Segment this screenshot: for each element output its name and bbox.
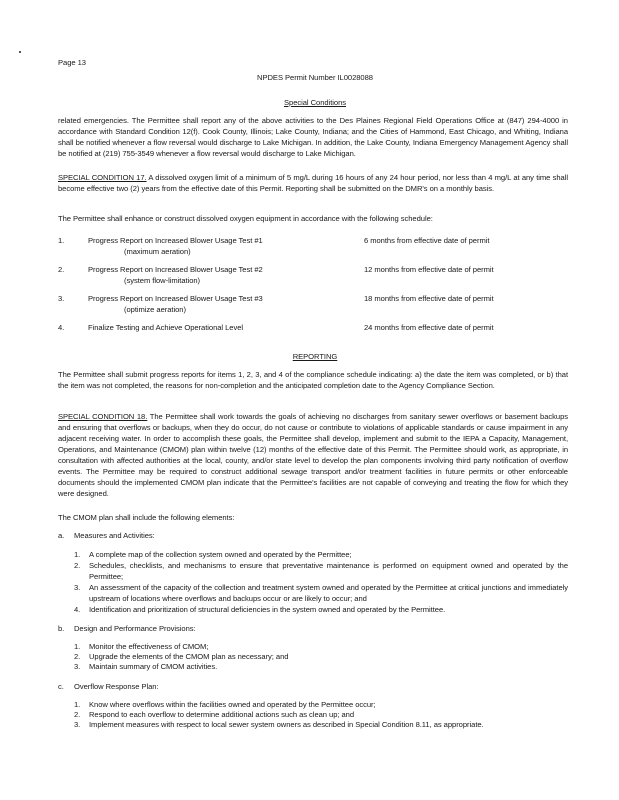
schedule-subtitle: (system flow-limitation) xyxy=(124,276,201,285)
schedule-description: Progress Report on Increased Blower Usage Test #3 xyxy=(88,294,263,303)
list-item: 3. Implement measures with respect to local sewer system owners as described in Special Condition 8.11, as appropriate. xyxy=(74,720,484,729)
section-title: Measures and Activities: xyxy=(74,531,155,540)
list-item: 3. An assessment of the capacity of the collection and treatment system owned and operated by the Permittee at critical junctions and immediately upstream of locations where overflows and backups occur or are likely to occur; and xyxy=(74,583,568,603)
schedule-subtitle: (maximum aeration) xyxy=(124,247,191,256)
schedule-due: 24 months from effective date of permit xyxy=(364,323,494,332)
scan-speck xyxy=(19,51,21,53)
special-condition-18 xyxy=(58,411,568,499)
list-item: 4. Identification and prioritization of structural deficiencies in the system owned and operated by the Permittee. xyxy=(74,605,446,614)
schedule-row xyxy=(58,322,568,334)
list-item: 1. Monitor the effectiveness of CMOM; xyxy=(74,642,209,651)
schedule-due: 6 months from effective date of permit xyxy=(364,236,490,245)
section-title: Overflow Response Plan: xyxy=(74,682,159,691)
list-item: 1. Know where overflows within the facilities owned and operated by the Permittee occur; xyxy=(74,700,376,709)
schedule-number: 2. xyxy=(58,265,65,274)
reporting-paragraph: The Permittee shall submit progress reports for items 1, 2, 3, and 4 of the compliance schedule indicating: a) the date the item was completed, or b) that the item was not completed, the reasons for non-completion and the anticipated completion date to the Agency Compliance Section. xyxy=(58,370,568,390)
intro-paragraph: related emergencies. The Permittee shall report any of the above activities to the Des Plaines Regional Field Operations Office at (847) 294-4000 in accordance with Standard Condition 12(f). Cook County, Illinois; Lake County, Indiana; and the Cities of Hammond, East Chicago, and Whiting, Indiana shall be notified whenever a flow reversal would discharge to Lake Michigan. In addition, the Lake County, Indiana Emergency Management Agency shall be notified at (219) 755-3549 whenever a flow reversal would discharge to Lake Michigan. xyxy=(58,116,568,158)
schedule-subtitle: (optimize aeration) xyxy=(124,305,186,314)
schedule-due: 12 months from effective date of permit xyxy=(364,265,494,274)
condition-17-label: SPECIAL CONDITION 17. xyxy=(58,173,147,182)
schedule-description: Finalize Testing and Achieve Operational Level xyxy=(88,323,244,332)
schedule-description: Progress Report on Increased Blower Usage Test #1 xyxy=(88,236,263,245)
schedule-row xyxy=(58,293,568,315)
page-number: Page 13 xyxy=(58,58,86,67)
cmom-intro: The CMOM plan shall include the following elements: xyxy=(58,513,235,522)
condition-18-label: SPECIAL CONDITION 18. xyxy=(58,412,148,421)
section-letter: a. xyxy=(58,531,65,540)
list-item: 2. Schedules, checklists, and mechanisms to ensure that preventative maintenance is performed on equipment owned and operated by the Permittee; xyxy=(74,561,568,581)
schedule-number: 1. xyxy=(58,236,65,245)
list-item: 3. Maintain summary of CMOM activities. xyxy=(74,662,218,671)
schedule-due: 18 months from effective date of permit xyxy=(364,294,494,303)
schedule-row xyxy=(58,264,568,286)
schedule-description: Progress Report on Increased Blower Usage Test #2 xyxy=(88,265,263,274)
section-title: Design and Performance Provisions: xyxy=(74,624,196,633)
section-letter: c. xyxy=(58,682,64,691)
condition-17-text: A dissolved oxygen limit of a minimum of 5 mg/L during 16 hours of any 24 hour period, nor less than 4 mg/L at any time shall become effective two (2) years from the effective date of this Permit. Reporting shall be submitted on the DMR's on a monthly basis. xyxy=(58,173,568,193)
section-letter: b. xyxy=(58,624,65,633)
reporting-heading: REPORTING xyxy=(292,352,338,361)
list-item: 2. Respond to each overflow to determine additional actions such as clean up; and xyxy=(74,710,355,719)
schedule-intro: The Permittee shall enhance or construct dissolved oxygen equipment in accordance with the following schedule: xyxy=(58,214,433,223)
schedule-number: 4. xyxy=(58,323,65,332)
schedule-number: 3. xyxy=(58,294,65,303)
special-conditions-title: Special Conditions xyxy=(284,98,346,107)
list-item: 1. A complete map of the collection system owned and operated by the Permittee; xyxy=(74,550,352,559)
condition-18-text: The Permittee shall work towards the goals of achieving no discharges from sanitary sewer overflows or basement backups and ensuring that overflows or backups, when they do occur, do not cause or contribute to violations of applicable standards or cause impairment in any adjacent receiving water. In order to accomplish these goals, the Permittee shall develop, implement and submit to the IEPA a Capacity, Management, Operations, and Maintenance (CMOM) plan within twelve (12) months of the effective date of this Permit. The Permittee should work, as appropriate, in consultation with affected authorities at the local, county, and/or state level to develop the plan components involving third party notification of overflow events. The Permittee may be required to construct additional sewage transport and/or treatment facilities in future permits or other enforceable documents should the implemented CMOM plan indicate that the Permittee's facilities are not capable of conveying and treating the flow for which they were designed. xyxy=(58,412,568,498)
special-condition-17 xyxy=(58,172,568,194)
schedule-row xyxy=(58,235,568,257)
list-item: 2. Upgrade the elements of the CMOM plan as necessary; and xyxy=(74,652,289,661)
permit-number-heading: NPDES Permit Number IL0028088 xyxy=(257,73,373,82)
